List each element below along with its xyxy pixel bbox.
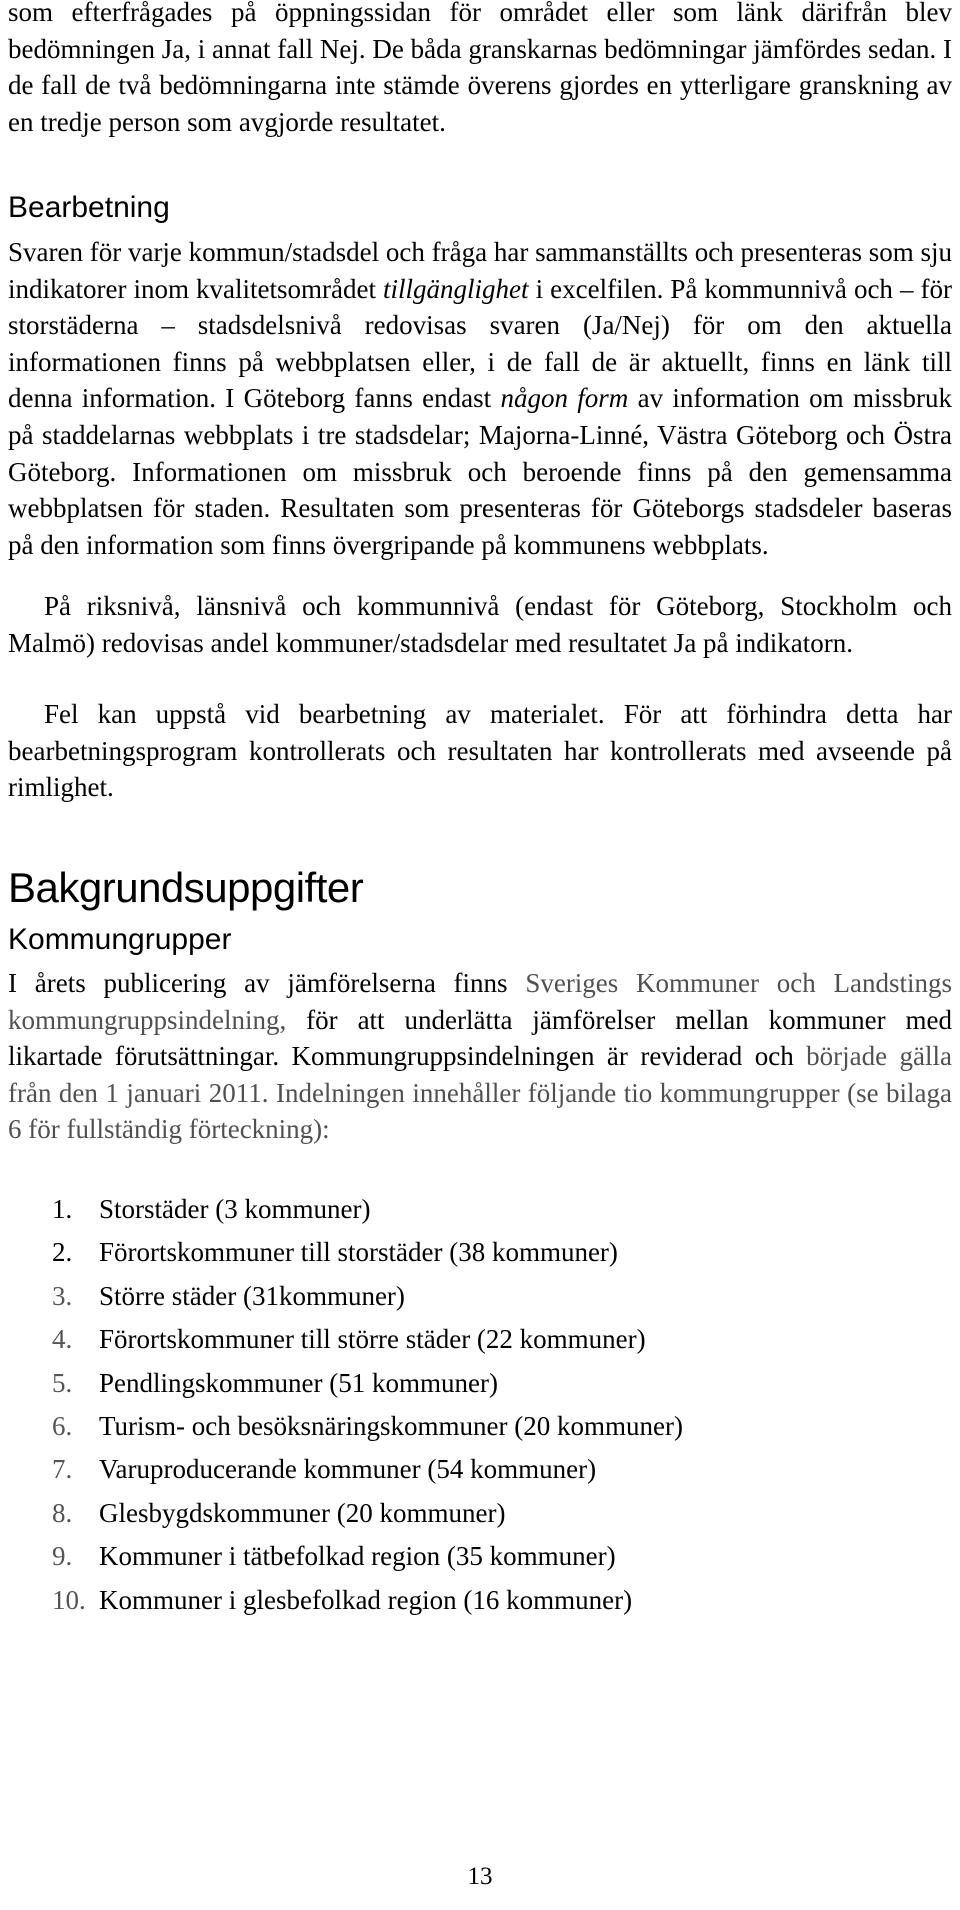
list-item-label: Förortskommuner till storstäder (38 kommuner) [99, 1237, 618, 1268]
list-item-number: 1. [52, 1194, 73, 1224]
list-item-number: 7. [52, 1454, 73, 1485]
list-item-label: Pendlingskommuner (51 kommuner) [99, 1367, 498, 1398]
bearbetning-paragraph-1 [8, 234, 952, 563]
intro-paragraph: som efterfrågades på öppningssidan för området eller som länk därifrån blev bedömningen Ja, i annat fall Nej. De båda granskarnas bedömningar jämfördes sedan. I de fall de två bedömningarna inte stämde överens gjordes en ytterligare granskning av en tredje person som avgjorde resultatet. [8, 0, 952, 137]
list-item-label: Turism- och besöksnäringskommuner (20 kommuner) [99, 1411, 683, 1442]
list-item-number: 8. [52, 1497, 73, 1528]
list-item-label: Kommuner i tätbefolkad region (35 kommuner) [99, 1541, 616, 1572]
list-item-label: Storstäder (3 kommuner) [99, 1194, 371, 1224]
bearbetning-paragraph-3: Fel kan uppstå vid bearbetning av materialet. För att förhindra detta har bearbetningsprogram kontrollerats och resultaten har kontrollerats med avseende på rimlighet. [8, 699, 952, 803]
subheading-kommungrupper: Kommungrupper [8, 923, 232, 956]
list-item [8, 1275, 952, 1318]
list-item-number: 3. [52, 1280, 73, 1311]
list-item-number: 6. [52, 1411, 73, 1442]
bearbetning-text-b: i excelfilen. På kommunnivå och – för storstäderna – stadsdelsnivå redovisas svaren (Ja/Nej) för om den aktuella informationen finns på webbplatsen eller, i de fall de är aktuellt, finns en länk till denna information. I Göteborg fanns endast [8, 273, 953, 414]
emphasis-tillganglighet: tillgänglighet [383, 273, 529, 304]
list-item-label: Förortskommuner till större städer (22 kommuner) [99, 1324, 646, 1355]
bearbetning-text-a: Svaren för varje kommun/stadsdel och fråga har sammanställts och presenteras som sju indikatorer inom kvalitetsområdet [8, 237, 952, 304]
bakgrund-text-gray-1: Sveriges Kommuner och Landstings kommungruppsindelning, [8, 968, 952, 1035]
list-item [8, 1492, 952, 1535]
list-item-label: Varuproducerande kommuner (54 kommuner) [99, 1454, 597, 1485]
emphasis-nagon-form: någon form [500, 383, 629, 414]
section-heading-bakgrundsuppgifter: Bakgrundsuppgifter [8, 864, 364, 911]
bakgrund-paragraph [8, 965, 952, 1148]
list-item [8, 1188, 952, 1231]
list-item [8, 1318, 952, 1361]
list-item-number: 5. [52, 1367, 73, 1398]
bakgrund-text-a: I årets publicering av jämförelserna finns [8, 968, 526, 998]
list-item [8, 1448, 952, 1491]
page-number: 13 [467, 1863, 493, 1890]
section-heading-bearbetning: Bearbetning [8, 191, 170, 224]
list-item-label: Större städer (31kommuner) [99, 1280, 405, 1311]
list-item-label: Glesbygdskommuner (20 kommuner) [99, 1497, 506, 1528]
list-item-number: 10. [52, 1584, 86, 1615]
bakgrund-text-b: för att underlätta jämförelser mellan kommuner med likartade förutsättningar. Kommungruppsindelningen är reviderad och [8, 1004, 952, 1072]
list-item [8, 1535, 952, 1578]
list-item [8, 1362, 952, 1405]
list-item [8, 1231, 952, 1274]
list-item-number: 9. [52, 1541, 73, 1572]
bearbetning-text-c: av information om missbruk på staddelarnas webbplats i tre stadsdelar; Majorna-Linné, Västra Göteborg och Östra Göteborg. Informationen om missbruk och beroende finns på den gemensamma webbplatsen för staden. Resultaten som presenteras för Göteborgs stadsdeler baseras på den information som finns övergripande på kommunens webbplats. [8, 383, 952, 560]
list-item [8, 1579, 952, 1622]
list-item-number: 2. [52, 1237, 73, 1268]
bearbetning-paragraph-2: På riksnivå, länsnivå och kommunnivå (endast för Göteborg, Stockholm och Malmö) redovisas andel kommuner/stadsdelar med resultatet Ja på indikatorn. [8, 591, 952, 658]
list-item-number: 4. [52, 1324, 73, 1355]
list-item [8, 1405, 952, 1448]
list-item-label: Kommuner i glesbefolkad region (16 kommuner) [99, 1584, 633, 1615]
bakgrund-text-gray-2: började gälla från den 1 januari 2011. Indelningen innehåller följande tio kommungrupper (se bilaga 6 för fullständig förteckning): [8, 1041, 953, 1145]
kommungrupper-list [8, 1188, 952, 1622]
